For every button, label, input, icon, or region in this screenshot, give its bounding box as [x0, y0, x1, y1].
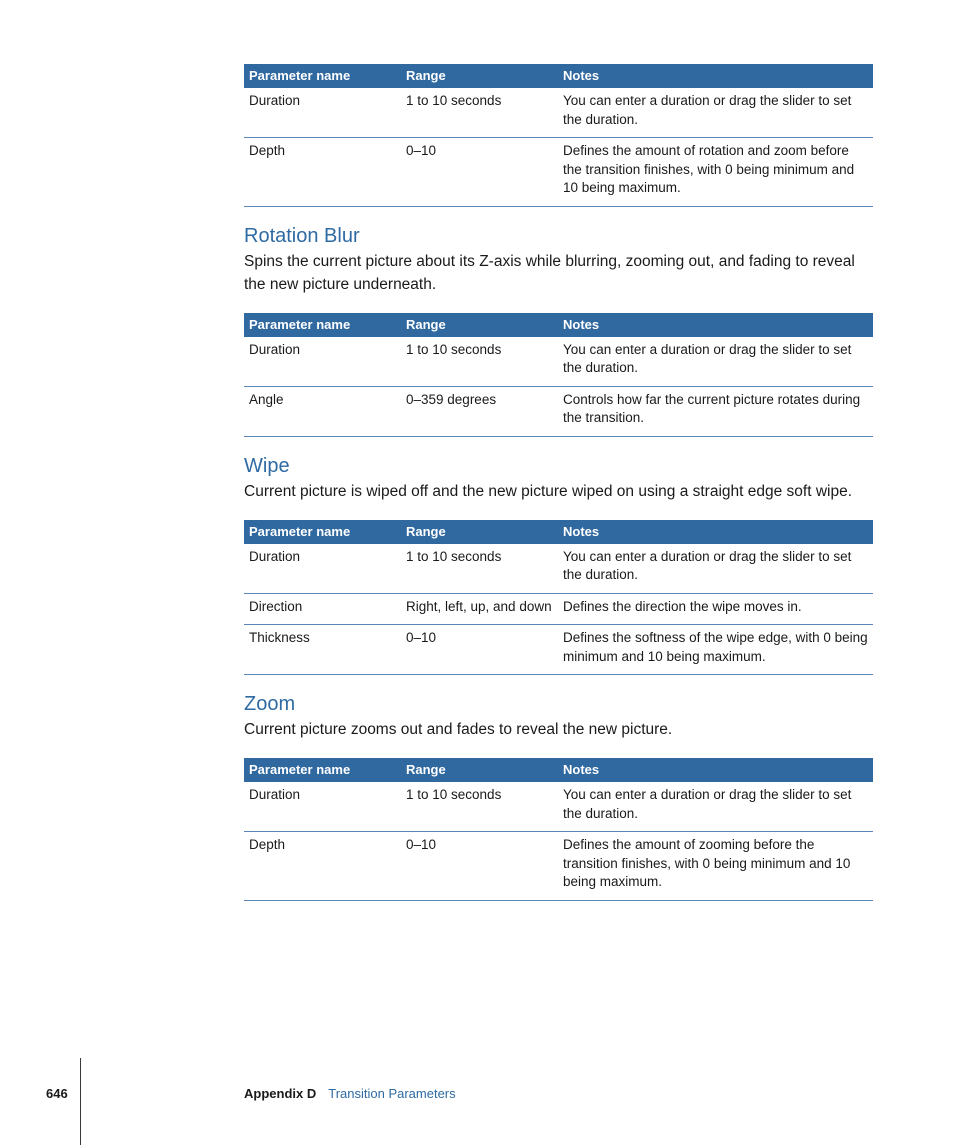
table-row — [244, 544, 873, 594]
table-row — [244, 832, 873, 901]
table-row — [244, 337, 873, 387]
cell-notes: You can enter a duration or drag the slider to set the duration. — [558, 88, 873, 138]
section-title-zoom: Zoom — [244, 693, 296, 715]
table-row — [244, 625, 873, 675]
cell-parameter-name: Depth — [244, 138, 401, 207]
cell-range: 1 to 10 seconds — [401, 88, 558, 138]
section-title-wipe: Wipe — [244, 454, 290, 477]
cell-notes: You can enter a duration or drag the slider to set the duration. — [558, 782, 873, 832]
table-header-row — [244, 758, 873, 782]
header-notes: Notes — [558, 64, 873, 88]
header-notes: Notes — [558, 313, 873, 337]
table-row — [244, 593, 873, 625]
cell-notes: Defines the softness of the wipe edge, with 0 being minimum and 10 being maximum. — [558, 625, 873, 675]
cell-range: 0–10 — [401, 832, 558, 901]
cell-notes: Controls how far the current picture rotates during the transition. — [558, 386, 873, 436]
cell-notes: Defines the amount of rotation and zoom before the transition finishes, with 0 being minimum and 10 being maximum. — [558, 138, 873, 207]
footer-running-head — [244, 1086, 456, 1101]
footer-appendix: Appendix D — [244, 1086, 317, 1101]
table-header-row — [244, 520, 873, 544]
parameter-table — [244, 313, 873, 437]
table-header-row — [244, 313, 873, 337]
parameter-table — [244, 758, 873, 901]
cell-parameter-name: Thickness — [244, 625, 401, 675]
cell-notes: Defines the amount of zooming before the transition finishes, with 0 being minimum and 10 being maximum. — [558, 832, 873, 901]
cell-range: 0–10 — [401, 138, 558, 207]
parameter-table — [244, 520, 873, 676]
page-content — [244, 64, 873, 901]
page-number: 646 — [46, 1086, 68, 1101]
section-description-rotation-blur: Spins the current picture about its Z-axis while blurring, zooming out, and fading to reveal the new picture underneath. — [244, 252, 855, 293]
cell-parameter-name: Depth — [244, 832, 401, 901]
header-range: Range — [401, 313, 558, 337]
header-range: Range — [401, 758, 558, 782]
header-parameter-name: Parameter name — [244, 64, 401, 88]
header-notes: Notes — [558, 758, 873, 782]
table-row — [244, 138, 873, 207]
cell-notes: Defines the direction the wipe moves in. — [558, 593, 873, 625]
footer-divider — [80, 1058, 81, 1145]
cell-parameter-name: Duration — [244, 337, 401, 387]
header-parameter-name: Parameter name — [244, 520, 401, 544]
section-description-zoom: Current picture zooms out and fades to reveal the new picture. — [244, 721, 673, 738]
parameter-table — [244, 64, 873, 207]
cell-notes: You can enter a duration or drag the slider to set the duration. — [558, 544, 873, 594]
header-notes: Notes — [558, 520, 873, 544]
section-description-wipe: Current picture is wiped off and the new picture wiped on using a straight edge soft wipe. — [244, 482, 853, 500]
cell-parameter-name: Duration — [244, 782, 401, 832]
header-parameter-name: Parameter name — [244, 758, 401, 782]
cell-range: 0–10 — [401, 625, 558, 675]
footer-chapter: Transition Parameters — [328, 1086, 456, 1101]
table-row — [244, 88, 873, 138]
cell-range: 1 to 10 seconds — [401, 337, 558, 387]
cell-parameter-name: Duration — [244, 544, 401, 594]
cell-range: 0–359 degrees — [401, 386, 558, 436]
cell-parameter-name: Angle — [244, 386, 401, 436]
cell-parameter-name: Direction — [244, 593, 401, 625]
header-range: Range — [401, 64, 558, 88]
cell-notes: You can enter a duration or drag the slider to set the duration. — [558, 337, 873, 387]
cell-range: 1 to 10 seconds — [401, 782, 558, 832]
cell-range: Right, left, up, and down — [401, 593, 558, 625]
header-parameter-name: Parameter name — [244, 313, 401, 337]
cell-parameter-name: Duration — [244, 88, 401, 138]
table-header-row — [244, 64, 873, 88]
cell-range: 1 to 10 seconds — [401, 544, 558, 594]
header-range: Range — [401, 520, 558, 544]
table-row — [244, 782, 873, 832]
table-row — [244, 386, 873, 436]
section-title-rotation-blur: Rotation Blur — [244, 224, 360, 247]
